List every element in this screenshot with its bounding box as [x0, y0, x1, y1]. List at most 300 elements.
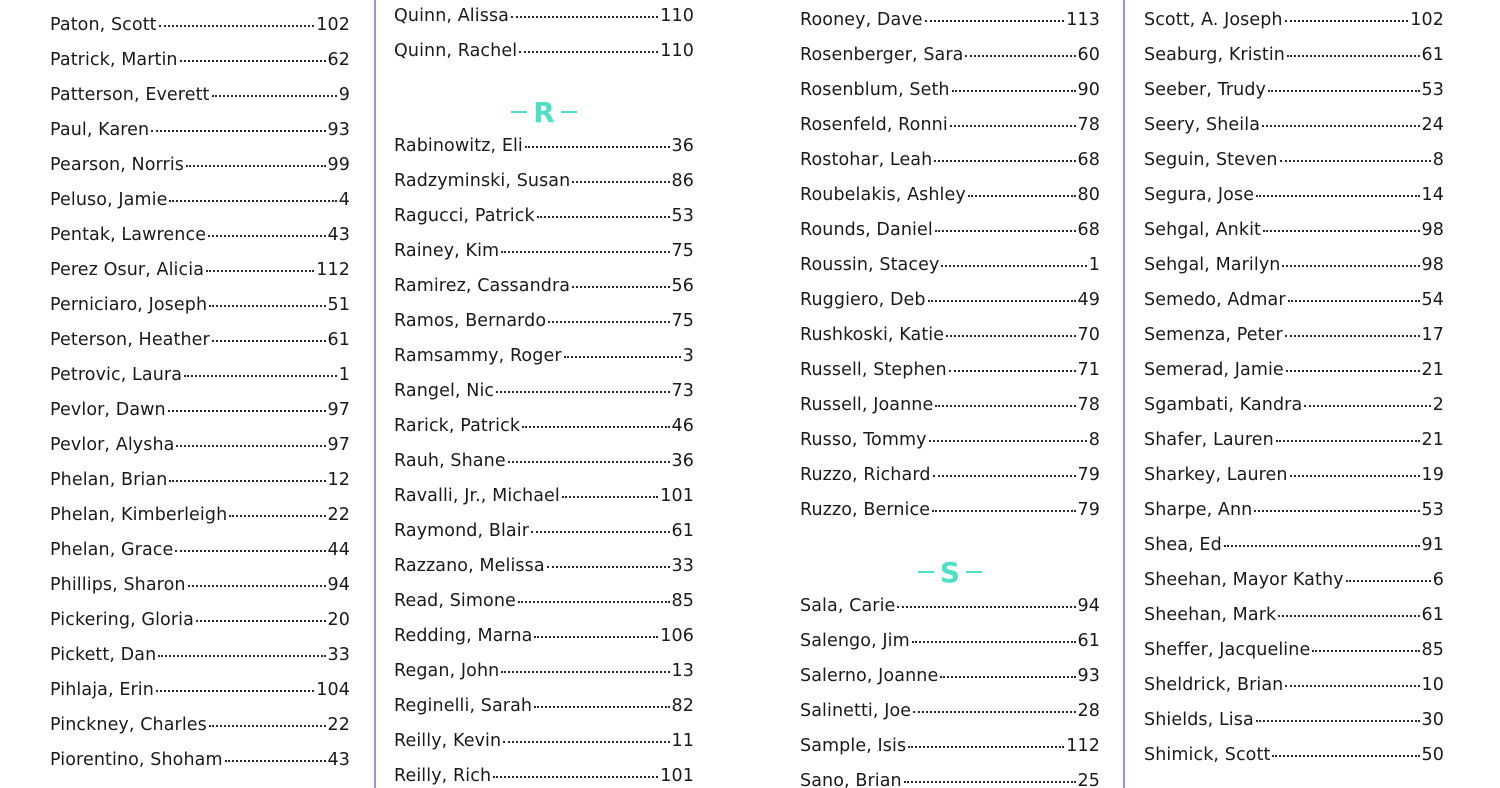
entry-page-number: 62	[327, 50, 350, 70]
entry-name: Ruzzo, Richard	[800, 465, 931, 485]
entry-page-number: 98	[1421, 255, 1444, 275]
index-entry	[800, 771, 1100, 788]
entry-name: Sehgal, Ankit	[1144, 220, 1262, 240]
entry-page-number: 53	[1421, 500, 1444, 520]
entry-name: Rangel, Nic	[394, 381, 495, 401]
entry-name: Ramsammy, Roger	[394, 346, 562, 366]
index-entry	[1144, 535, 1444, 555]
entry-name: Rabinowitz, Eli	[394, 136, 523, 156]
dot-leader	[932, 510, 1075, 512]
index-entry	[1144, 115, 1444, 135]
entry-page-number: 71	[1077, 360, 1100, 380]
dot-leader	[501, 251, 669, 253]
index-entry	[800, 596, 1100, 616]
index-entry	[1144, 710, 1444, 730]
entry-name: Russell, Stephen	[800, 360, 947, 380]
dot-leader	[534, 636, 658, 638]
entry-name: Semerad, Jamie	[1144, 360, 1284, 380]
entry-name: Razzano, Melissa	[394, 556, 545, 576]
index-entry	[800, 395, 1100, 415]
dot-leader	[946, 335, 1075, 337]
dot-leader	[548, 321, 669, 323]
dot-leader	[904, 781, 1076, 783]
dot-leader	[952, 90, 1076, 92]
dot-leader	[511, 16, 658, 18]
entry-page-number: 61	[1421, 605, 1444, 625]
entry-name: Ramirez, Cassandra	[394, 276, 571, 296]
dot-leader	[158, 655, 325, 657]
entry-page-number: 78	[1077, 115, 1100, 135]
dot-leader	[186, 165, 326, 167]
entry-name: Seeber, Trudy	[1144, 80, 1267, 100]
entry-page-number: 94	[1077, 596, 1100, 616]
entry-name: Perez Osur, Alicia	[50, 260, 205, 280]
entry-page-number: 8	[1432, 150, 1444, 170]
dot-leader	[1278, 615, 1419, 617]
dot-leader	[908, 746, 1064, 748]
entry-name: Patrick, Martin	[50, 50, 178, 70]
entry-page-number: 61	[671, 521, 694, 541]
index-entry	[1144, 325, 1444, 345]
entry-name: Rauh, Shane	[394, 451, 506, 471]
dot-leader	[572, 286, 669, 288]
entry-page-number: 30	[1421, 710, 1444, 730]
entry-name: Seguin, Steven	[1144, 150, 1278, 170]
index-entry	[800, 290, 1100, 310]
dot-leader	[188, 585, 326, 587]
entry-page-number: 14	[1421, 185, 1444, 205]
entry-page-number: 36	[671, 451, 694, 471]
dot-leader	[949, 370, 1076, 372]
entry-name: Paton, Scott	[50, 15, 157, 35]
entry-name: Radzyminski, Susan	[394, 171, 571, 191]
dot-leader	[1285, 20, 1409, 22]
dot-leader	[496, 391, 669, 393]
entry-name: Pihlaja, Erin	[50, 680, 154, 700]
dot-leader	[968, 195, 1076, 197]
dot-leader	[175, 550, 325, 552]
entry-page-number: 20	[327, 610, 350, 630]
entry-name: Russell, Joanne	[800, 395, 934, 415]
entry-name: Salerno, Joanne	[800, 666, 939, 686]
index-entry	[800, 701, 1100, 721]
entry-name: Sgambati, Kandra	[1144, 395, 1303, 415]
dot-leader	[925, 20, 1065, 22]
index-entry	[394, 556, 694, 576]
index-entry	[1144, 185, 1444, 205]
entry-name: Russo, Tommy	[800, 430, 927, 450]
entry-name: Redding, Marna	[394, 626, 533, 646]
index-entry	[50, 435, 350, 455]
entry-name: Pentak, Lawrence	[50, 225, 207, 245]
section-letter: R	[533, 95, 555, 129]
dot-leader	[1288, 300, 1420, 302]
entry-page-number: 12	[327, 470, 350, 490]
index-entry	[800, 465, 1100, 485]
dot-leader	[1290, 475, 1420, 477]
entry-name: Shea, Ed	[1144, 535, 1222, 555]
entry-page-number: 56	[671, 276, 694, 296]
entry-name: Rosenfeld, Ronni	[800, 115, 948, 135]
entry-name: Semenza, Peter	[1144, 325, 1283, 345]
index-entry	[50, 645, 350, 665]
entry-name: Roubelakis, Ashley	[800, 185, 966, 205]
entry-name: Petrovic, Laura	[50, 365, 183, 385]
index-entry	[1144, 290, 1444, 310]
index-entry	[50, 680, 350, 700]
entry-name: Pickering, Gloria	[50, 610, 194, 630]
dot-leader	[169, 480, 325, 482]
entry-page-number: 28	[1077, 701, 1100, 721]
entry-name: Sala, Carie	[800, 596, 896, 616]
index-entry	[394, 206, 694, 226]
entry-name: Sehgal, Marilyn	[1144, 255, 1281, 275]
index-entry	[800, 360, 1100, 380]
index-entry	[800, 255, 1100, 275]
dot-leader	[1224, 545, 1420, 547]
dot-leader	[913, 711, 1075, 713]
dot-leader	[180, 60, 326, 62]
index-entry	[1144, 220, 1444, 240]
entry-name: Pinckney, Charles	[50, 715, 207, 735]
entry-name: Roussin, Stacey	[800, 255, 940, 275]
dot-leader	[934, 160, 1075, 162]
dot-leader	[562, 496, 658, 498]
dot-leader	[196, 620, 326, 622]
index-entry	[1144, 640, 1444, 660]
entry-name: Pearson, Norris	[50, 155, 185, 175]
index-entry	[1144, 360, 1444, 380]
dot-leader	[501, 671, 669, 673]
entry-page-number: 8	[1088, 430, 1100, 450]
entry-name: Sheffer, Jacqueline	[1144, 640, 1311, 660]
entry-page-number: 94	[327, 575, 350, 595]
index-entry	[394, 591, 694, 611]
entry-name: Rainey, Kim	[394, 241, 500, 261]
dot-leader	[229, 515, 325, 517]
index-entry	[1144, 675, 1444, 695]
entry-name: Pevlor, Dawn	[50, 400, 166, 420]
entry-page-number: 25	[1077, 771, 1100, 788]
index-entry	[50, 470, 350, 490]
dot-leader	[169, 200, 336, 202]
entry-name: Phelan, Grace	[50, 540, 174, 560]
index-entry	[50, 120, 350, 140]
entry-name: Salinetti, Joe	[800, 701, 912, 721]
dot-leader	[225, 760, 326, 762]
index-entry	[50, 190, 350, 210]
dot-leader	[519, 51, 658, 53]
dot-leader	[176, 445, 325, 447]
index-entry	[394, 486, 694, 506]
entry-page-number: 53	[671, 206, 694, 226]
index-entry	[394, 136, 694, 156]
dot-leader	[928, 300, 1076, 302]
index-entry	[800, 666, 1100, 686]
entry-page-number: 2	[1432, 395, 1444, 415]
dot-leader	[1268, 90, 1420, 92]
index-entry	[394, 276, 694, 296]
entry-name: Segura, Jose	[1144, 185, 1255, 205]
entry-name: Sharpe, Ann	[1144, 500, 1253, 520]
index-entry	[394, 416, 694, 436]
entry-page-number: 36	[671, 136, 694, 156]
entry-name: Shimick, Scott	[1144, 745, 1271, 765]
index-entry	[800, 150, 1100, 170]
index-entry	[1144, 500, 1444, 520]
dot-leader	[1285, 685, 1419, 687]
index-entry	[1144, 10, 1444, 30]
index-entry	[50, 365, 350, 385]
entry-page-number: 11	[671, 731, 694, 751]
entry-page-number: 22	[327, 505, 350, 525]
entry-name: Reilly, Kevin	[394, 731, 502, 751]
dot-leader	[929, 440, 1087, 442]
dot-leader	[522, 426, 669, 428]
index-entry	[800, 631, 1100, 651]
entry-name: Rarick, Patrick	[394, 416, 521, 436]
index-entry	[800, 115, 1100, 135]
entry-name: Rushkoski, Katie	[800, 325, 945, 345]
entry-page-number: 3	[682, 346, 694, 366]
index-entry	[394, 696, 694, 716]
index-entry	[50, 750, 350, 770]
dot-leader	[537, 216, 670, 218]
index-entry	[394, 626, 694, 646]
entry-page-number: 102	[1410, 10, 1444, 30]
dot-leader	[1254, 510, 1419, 512]
entry-page-number: 85	[1421, 640, 1444, 660]
entry-page-number: 90	[1077, 80, 1100, 100]
entry-name: Ravalli, Jr., Michael	[394, 486, 560, 506]
entry-page-number: 24	[1421, 115, 1444, 135]
dot-leader	[572, 181, 669, 183]
entry-page-number: 75	[671, 311, 694, 331]
dot-leader	[212, 95, 337, 97]
index-entry	[50, 400, 350, 420]
dot-leader	[168, 410, 326, 412]
dot-leader	[1276, 440, 1420, 442]
dot-leader	[1280, 160, 1431, 162]
entry-page-number: 97	[327, 435, 350, 455]
entry-page-number: 51	[327, 295, 350, 315]
dot-leader	[941, 265, 1086, 267]
index-entry	[394, 241, 694, 261]
entry-page-number: 110	[660, 6, 694, 26]
entry-page-number: 91	[1421, 535, 1444, 555]
entry-page-number: 104	[316, 680, 350, 700]
entry-name: Perniciaro, Joseph	[50, 295, 208, 315]
entry-name: Rosenberger, Sara	[800, 45, 964, 65]
entry-name: Peluso, Jamie	[50, 190, 168, 210]
index-entry	[800, 430, 1100, 450]
entry-page-number: 6	[1432, 570, 1444, 590]
entry-page-number: 61	[1421, 45, 1444, 65]
dot-leader	[525, 146, 670, 148]
index-entry	[800, 80, 1100, 100]
entry-name: Rounds, Daniel	[800, 220, 933, 240]
entry-page-number: 75	[671, 241, 694, 261]
heading-rule	[511, 111, 527, 113]
index-entry	[800, 325, 1100, 345]
entry-name: Shields, Lisa	[1144, 710, 1254, 730]
index-entry	[800, 185, 1100, 205]
index-entry	[1144, 45, 1444, 65]
index-entry	[50, 715, 350, 735]
entry-name: Sano, Brian	[800, 771, 902, 788]
dot-leader	[940, 676, 1075, 678]
index-entry	[50, 225, 350, 245]
dot-leader	[531, 531, 670, 533]
entry-page-number: 21	[1421, 430, 1444, 450]
entry-name: Quinn, Alissa	[394, 6, 509, 26]
entry-name: Ruzzo, Bernice	[800, 500, 931, 520]
dot-leader	[1346, 580, 1431, 582]
entry-page-number: 79	[1077, 500, 1100, 520]
entry-name: Pickett, Dan	[50, 645, 157, 665]
entry-name: Semedo, Admar	[1144, 290, 1286, 310]
dot-leader	[1282, 265, 1419, 267]
dot-leader	[208, 235, 325, 237]
entry-page-number: 80	[1077, 185, 1100, 205]
heading-rule	[918, 571, 934, 573]
section-letter-heading	[800, 556, 1100, 588]
index-entry	[800, 500, 1100, 520]
entry-name: Peterson, Heather	[50, 330, 210, 350]
index-entry	[394, 311, 694, 331]
entry-page-number: 49	[1077, 290, 1100, 310]
dot-leader	[897, 606, 1075, 608]
index-entry	[50, 330, 350, 350]
entry-page-number: 68	[1077, 150, 1100, 170]
index-entry	[1144, 150, 1444, 170]
dot-leader	[1256, 195, 1419, 197]
index-entry	[1144, 745, 1444, 765]
index-entry	[394, 731, 694, 751]
entry-name: Pevlor, Alysha	[50, 435, 175, 455]
entry-page-number: 112	[316, 260, 350, 280]
entry-page-number: 70	[1077, 325, 1100, 345]
entry-page-number: 1	[338, 365, 350, 385]
entry-name: Rostohar, Leah	[800, 150, 933, 170]
entry-name: Phelan, Kimberleigh	[50, 505, 228, 525]
entry-page-number: 50	[1421, 745, 1444, 765]
index-entry	[50, 50, 350, 70]
entry-name: Phillips, Sharon	[50, 575, 186, 595]
dot-leader	[933, 475, 1076, 477]
index-entry	[394, 661, 694, 681]
index-entry	[1144, 395, 1444, 415]
section-letter: S	[939, 555, 961, 589]
index-entry	[800, 220, 1100, 240]
index-entry	[50, 505, 350, 525]
entry-page-number: 61	[1077, 631, 1100, 651]
dot-leader	[493, 776, 658, 778]
entry-name: Rooney, Dave	[800, 10, 923, 30]
index-entry	[50, 155, 350, 175]
entry-page-number: 61	[327, 330, 350, 350]
dot-leader	[547, 566, 670, 568]
index-entry	[1144, 605, 1444, 625]
dot-leader	[1304, 405, 1430, 407]
entry-page-number: 33	[327, 645, 350, 665]
dot-leader	[156, 690, 314, 692]
entry-page-number: 99	[327, 155, 350, 175]
entry-page-number: 43	[327, 750, 350, 770]
entry-page-number: 93	[327, 120, 350, 140]
dot-leader	[1256, 720, 1420, 722]
entry-page-number: 102	[316, 15, 350, 35]
entry-name: Sheehan, Mayor Kathy	[1144, 570, 1344, 590]
entry-page-number: 44	[327, 540, 350, 560]
dot-leader	[564, 356, 681, 358]
dot-leader	[935, 230, 1076, 232]
entry-page-number: 101	[660, 486, 694, 506]
entry-page-number: 17	[1421, 325, 1444, 345]
entry-name: Reginelli, Sarah	[394, 696, 533, 716]
dot-leader	[209, 305, 325, 307]
entry-page-number: 97	[327, 400, 350, 420]
entry-page-number: 106	[660, 626, 694, 646]
index-entry	[800, 10, 1100, 30]
entry-page-number: 112	[1066, 736, 1100, 756]
entry-name: Patterson, Everett	[50, 85, 210, 105]
index-entry	[1144, 465, 1444, 485]
dot-leader	[212, 340, 326, 342]
entry-page-number: 53	[1421, 80, 1444, 100]
entry-name: Quinn, Rachel	[394, 41, 518, 61]
entry-name: Piorentino, Shoham	[50, 750, 223, 770]
entry-name: Ramos, Bernardo	[394, 311, 547, 331]
index-entry	[394, 346, 694, 366]
entry-name: Seery, Sheila	[1144, 115, 1261, 135]
column-divider	[374, 0, 376, 788]
dot-leader	[912, 641, 1076, 643]
dot-leader	[206, 270, 314, 272]
index-entry	[50, 610, 350, 630]
entry-page-number: 1	[1088, 255, 1100, 275]
entry-name: Shafer, Lauren	[1144, 430, 1274, 450]
index-entry	[1144, 255, 1444, 275]
entry-name: Ruggiero, Deb	[800, 290, 926, 310]
index-entry	[1144, 80, 1444, 100]
entry-name: Paul, Karen	[50, 120, 150, 140]
dot-leader	[184, 375, 337, 377]
entry-page-number: 113	[1066, 10, 1100, 30]
entry-page-number: 78	[1077, 395, 1100, 415]
index-entry	[50, 260, 350, 280]
index-entry	[1144, 570, 1444, 590]
entry-page-number: 86	[671, 171, 694, 191]
index-entry	[394, 6, 694, 26]
entry-page-number: 85	[671, 591, 694, 611]
dot-leader	[1287, 55, 1420, 57]
index-entry	[800, 45, 1100, 65]
entry-page-number: 46	[671, 416, 694, 436]
entry-name: Seaburg, Kristin	[1144, 45, 1285, 65]
entry-page-number: 10	[1421, 675, 1444, 695]
dot-leader	[965, 55, 1075, 57]
dot-leader	[503, 741, 669, 743]
dot-leader	[1262, 125, 1419, 127]
index-entry	[394, 521, 694, 541]
dot-leader	[508, 461, 670, 463]
entry-name: Ragucci, Patrick	[394, 206, 535, 226]
index-entry	[394, 451, 694, 471]
entry-page-number: 22	[327, 715, 350, 735]
entry-page-number: 73	[671, 381, 694, 401]
dot-leader	[159, 25, 315, 27]
